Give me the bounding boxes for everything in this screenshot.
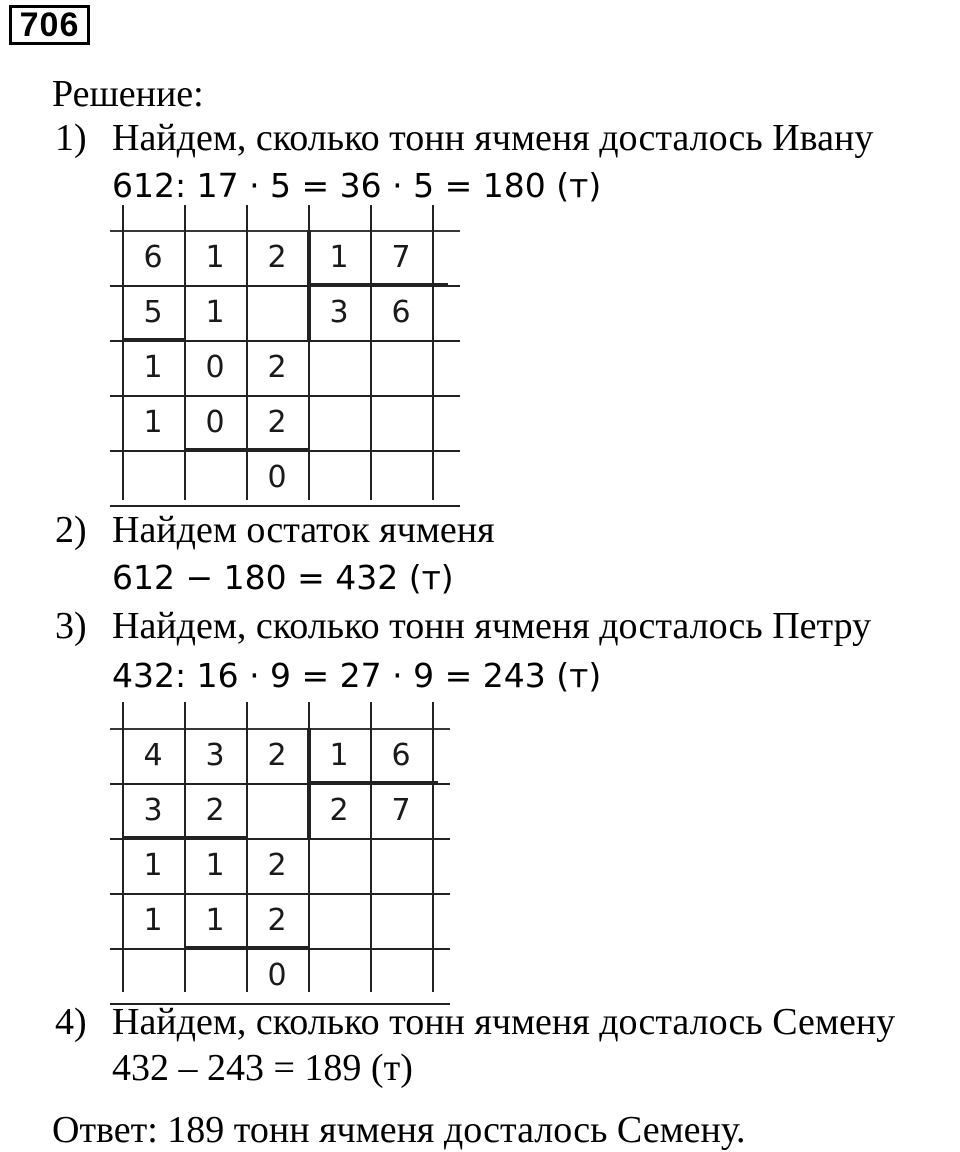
step-1-text: Найдем, сколько тонн ячменя досталось Ивану (112, 117, 874, 159)
division-digit (308, 893, 370, 948)
division-digit: 1 (143, 405, 163, 440)
division-digit: 1 (329, 240, 349, 275)
division-digit: 2 (267, 405, 287, 440)
division-digit (370, 450, 432, 505)
division-digit (370, 948, 432, 1003)
step-4-expression: 432 – 243 = 189 (т) (112, 1047, 413, 1089)
division-digit: 3 (329, 295, 349, 330)
quotient-underline (308, 781, 438, 785)
grid-vline (432, 205, 434, 500)
subtraction-line (184, 946, 308, 950)
solution-label: Решение: (52, 73, 204, 115)
step-3-expression: 432: 16 · 9 = 27 · 9 = 243 (т) (112, 656, 602, 695)
long-division-1 (110, 205, 460, 500)
division-digit (184, 948, 246, 1003)
division-digit: 0 (267, 958, 287, 993)
division-digit: 4 (143, 738, 163, 773)
subtraction-line (184, 448, 308, 452)
subtraction-line (122, 338, 184, 342)
division-digit (308, 395, 370, 450)
step-3-number: 3) (55, 605, 87, 647)
division-digit: 2 (267, 903, 287, 938)
division-digit: 3 (143, 793, 163, 828)
division-digit: 2 (267, 738, 287, 773)
step-4-number: 4) (55, 1001, 87, 1043)
step-2-text: Найдем остаток ячменя (112, 509, 495, 551)
step-4-text: Найдем, сколько тонн ячменя досталось Семену (112, 1001, 896, 1043)
division-digit: 1 (143, 903, 163, 938)
division-digit: 1 (205, 240, 225, 275)
division-digit: 1 (205, 295, 225, 330)
step-2-number: 2) (55, 509, 87, 551)
answer: Ответ: 189 тонн ячменя досталось Семену. (52, 1109, 746, 1151)
step-2-expression: 612 − 180 = 432 (т) (112, 558, 454, 597)
division-digit (308, 948, 370, 1003)
grid-hline (110, 505, 460, 507)
division-digit (370, 838, 432, 893)
task-number: 706 (9, 5, 90, 45)
step-3-text: Найдем, сколько тонн ячменя досталось Петру (112, 605, 872, 647)
division-digit: 2 (267, 240, 287, 275)
division-digit: 0 (205, 350, 225, 385)
division-digit (370, 340, 432, 395)
division-digit: 0 (267, 460, 287, 495)
division-digit: 1 (143, 848, 163, 883)
division-digit: 2 (205, 793, 225, 828)
quotient-underline (308, 283, 448, 287)
subtraction-line (122, 836, 246, 840)
division-digit (246, 783, 308, 838)
division-digit: 6 (391, 295, 411, 330)
division-digit: 6 (143, 240, 163, 275)
division-digit (122, 948, 184, 1003)
division-digit: 1 (143, 350, 163, 385)
division-digit (184, 450, 246, 505)
step-1-number: 1) (55, 117, 87, 159)
division-digit: 2 (267, 848, 287, 883)
division-digit: 3 (205, 738, 225, 773)
division-digit: 1 (205, 903, 225, 938)
division-digit: 7 (391, 240, 411, 275)
division-digit (308, 838, 370, 893)
division-digit (122, 450, 184, 505)
division-digit (246, 285, 308, 340)
division-digit: 2 (267, 350, 287, 385)
division-digit: 0 (205, 405, 225, 440)
long-division-2 (110, 702, 450, 992)
division-digit (308, 450, 370, 505)
division-digit: 6 (391, 738, 411, 773)
division-digit: 1 (205, 848, 225, 883)
division-digit (370, 893, 432, 948)
division-digit: 1 (329, 738, 349, 773)
division-digit: 7 (391, 793, 411, 828)
division-digit: 5 (143, 295, 163, 330)
division-digit (308, 340, 370, 395)
division-digit: 2 (329, 793, 349, 828)
division-digit (370, 395, 432, 450)
step-1-expression: 612: 17 · 5 = 36 · 5 = 180 (т) (112, 166, 602, 205)
